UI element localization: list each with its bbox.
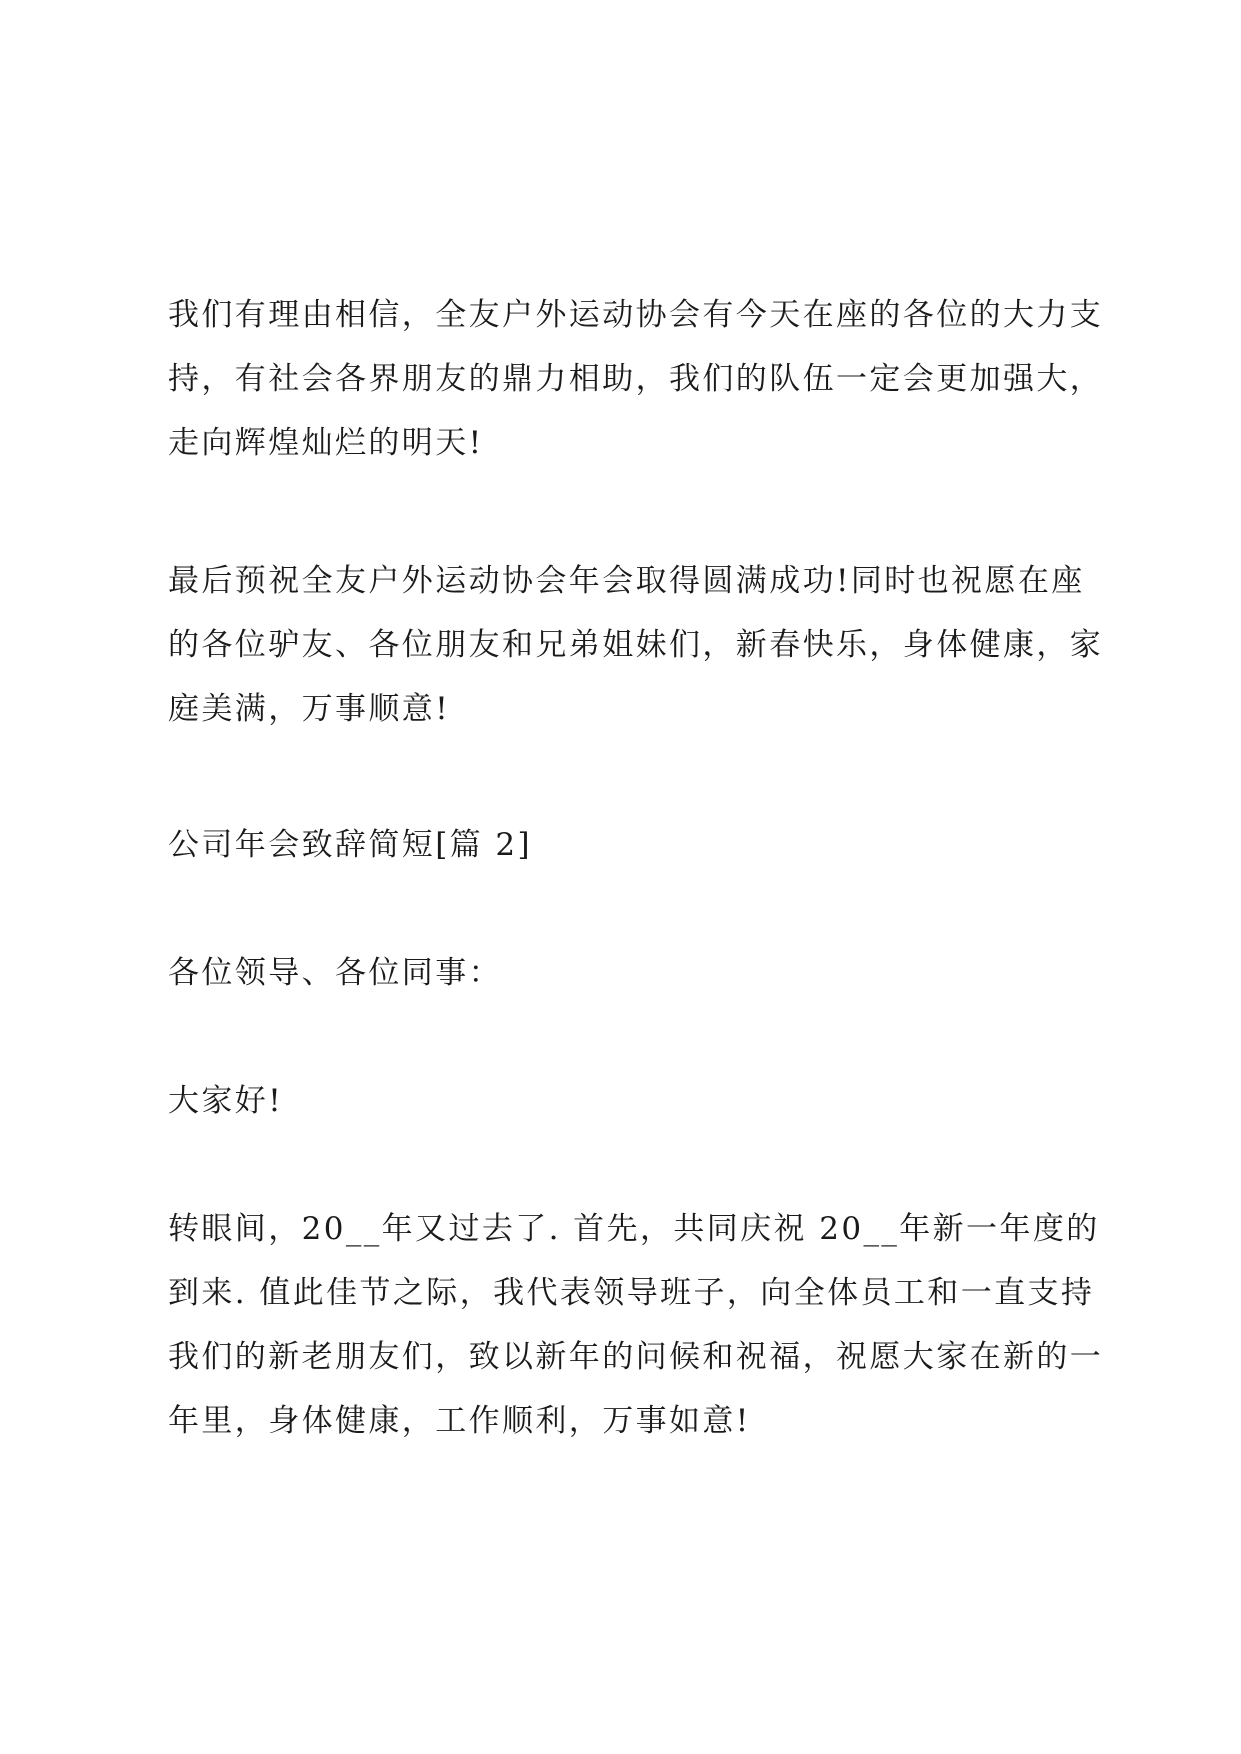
text-line: 走向辉煌灿烂的明天! <box>168 425 484 461</box>
text-line: 庭美满，万事顺意! <box>168 691 451 727</box>
text-line: 我们有理由相信，全友户外运动协会有今天在座的各位的大力支 <box>168 297 1104 333</box>
text-line: 大家好! <box>168 1083 284 1119</box>
text-line: 的各位驴友、各位朋友和兄弟姐妹们，新春快乐，身体健康，家 <box>168 627 1104 663</box>
paragraph-wishes <box>168 549 1104 741</box>
text-line: 最后预祝全友户外运动协会年会取得圆满成功!同时也祝愿在座 <box>168 563 1085 599</box>
greeting <box>168 1069 1098 1133</box>
text-line: 转眼间，20__年又过去了. 首先，共同庆祝 20__年新一年度的 <box>168 1211 1100 1247</box>
text-line: 到来. 值此佳节之际，我代表领导班子，向全体员工和一直支持 <box>168 1275 1095 1311</box>
paragraph-support-closing <box>168 283 1104 475</box>
text-line: 我们的新老朋友们，致以新年的问候和祝福，祝愿大家在新的一 <box>168 1339 1104 1375</box>
section-heading <box>168 813 1098 877</box>
text-line: 公司年会致辞简短[篇 2] <box>168 827 532 863</box>
text-line: 年里，身体健康，工作顺利，万事如意! <box>168 1403 751 1439</box>
paragraph-new-year <box>168 1197 1104 1453</box>
salutation <box>168 941 1098 1005</box>
text-line: 持，有社会各界朋友的鼎力相助，我们的队伍一定会更加强大， <box>168 361 1104 397</box>
text-line: 各位领导、各位同事： <box>168 955 502 991</box>
